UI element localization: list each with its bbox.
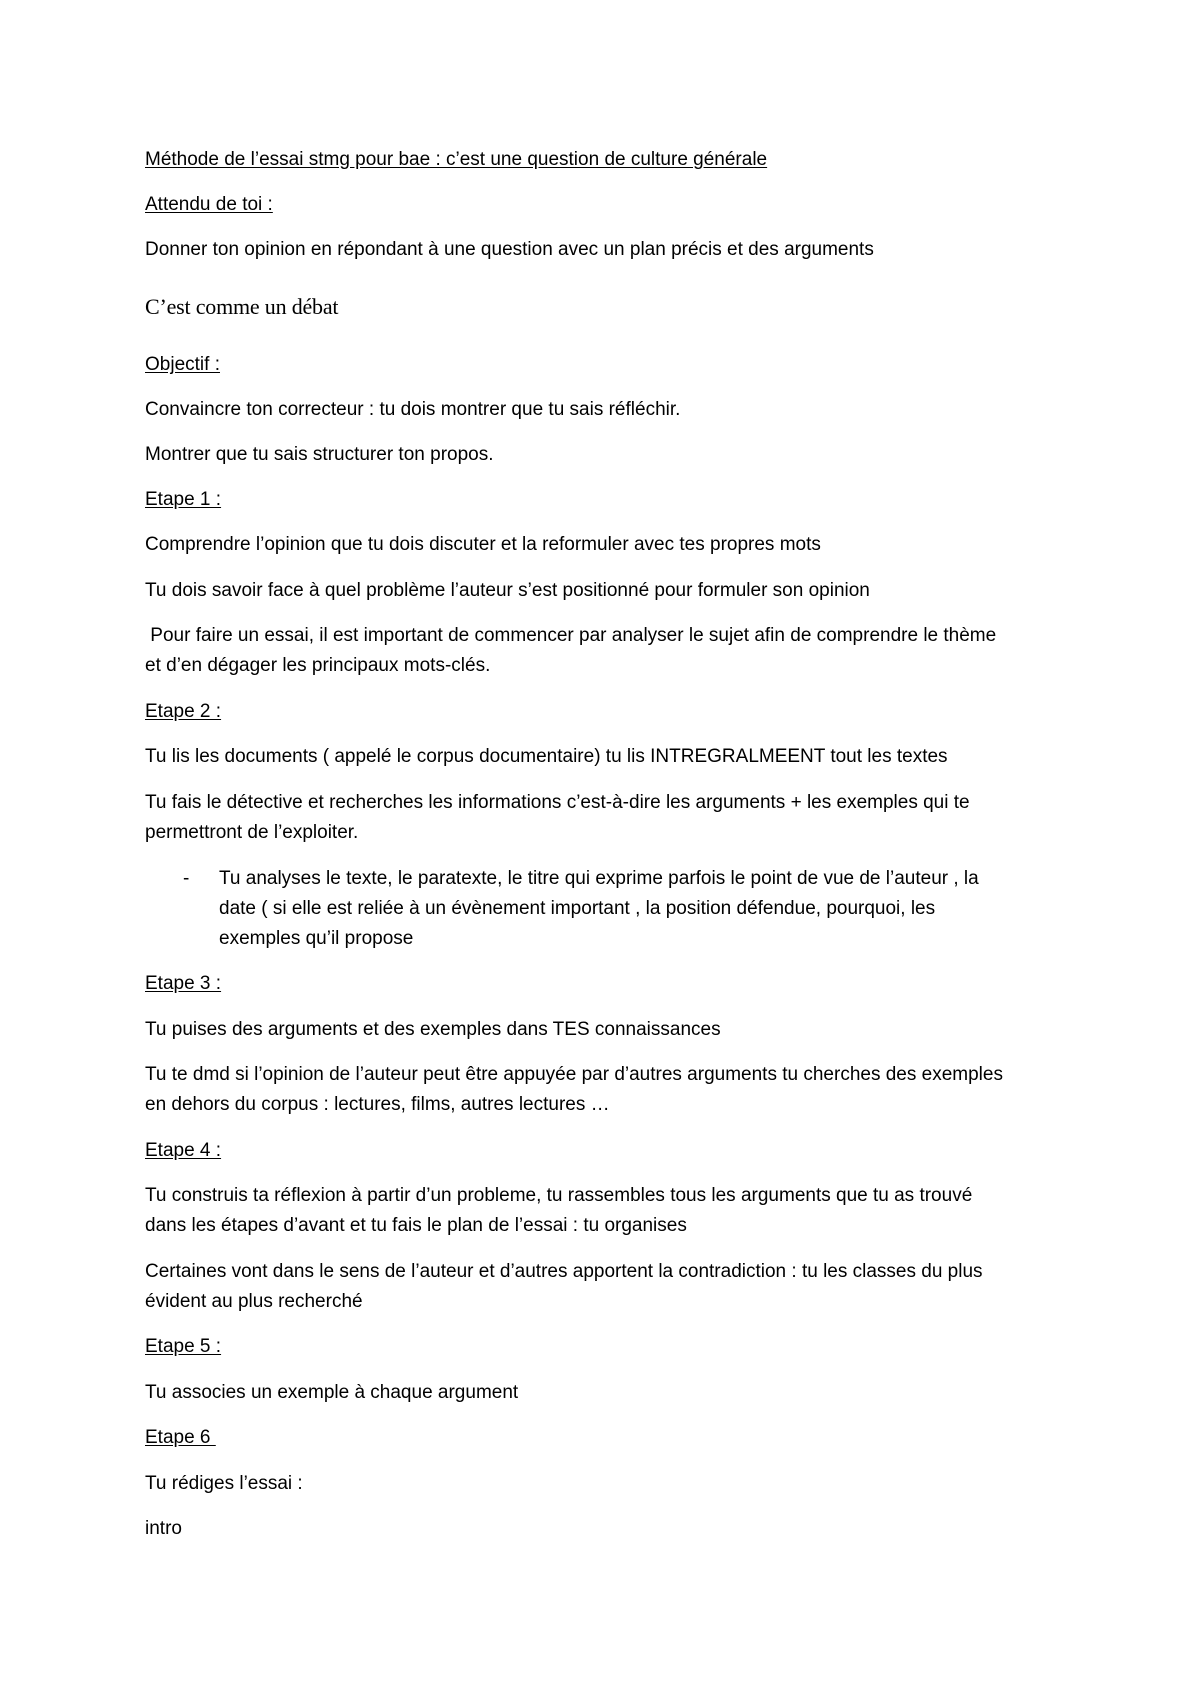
- etape5-line-1: Tu associes un exemple à chaque argument: [145, 1382, 519, 1403]
- attendu-heading: Attendu de toi :: [145, 194, 273, 215]
- etape4-paragraph2-line-2: évident au plus recherché: [145, 1291, 363, 1312]
- document-title: Méthode de l’essai stmg pour bae : c’est une question de culture générale: [145, 149, 768, 170]
- etape6-heading: Etape 6: [145, 1427, 216, 1448]
- etape1-line-1: Comprendre l’opinion que tu dois discuter et la reformuler avec tes propres mots: [145, 534, 821, 555]
- objectif-heading: Objectif :: [145, 354, 220, 375]
- etape4-heading: Etape 4 :: [145, 1140, 222, 1161]
- etape5-heading: Etape 5 :: [145, 1336, 222, 1357]
- etape1-paragraph-line-1: Pour faire un essai, il est important de commencer par analyser le sujet afin de comprendre le thème: [145, 625, 997, 646]
- objectif-line-1: Convaincre ton correcteur : tu dois montrer que tu sais réfléchir.: [145, 399, 681, 420]
- etape2-line-1: Tu lis les documents ( appelé le corpus documentaire) tu lis INTREGRALMEENT tout les textes: [145, 746, 948, 767]
- etape4-paragraph1-line-1: Tu construis ta réflexion à partir d’un probleme, tu rassembles tous les arguments que tu as trouvé: [145, 1185, 973, 1206]
- debat-line: C’est comme un débat: [145, 294, 339, 319]
- etape3-heading: Etape 3 :: [145, 973, 222, 994]
- etape2-heading: Etape 2 :: [145, 701, 222, 722]
- bullet-dash-icon: -: [183, 868, 190, 889]
- etape1-heading: Etape 1 :: [145, 489, 222, 510]
- etape3-paragraph-line-1: Tu te dmd si l’opinion de l’auteur peut être appuyée par d’autres arguments tu cherches des exemples: [145, 1064, 1003, 1085]
- etape6-line-1: Tu rédiges l’essai :: [145, 1473, 303, 1494]
- etape2-bullet-line-2: date ( si elle est reliée à un évènement important , la position défendue, pourquoi, les: [219, 898, 936, 919]
- etape3-line-1: Tu puises des arguments et des exemples dans TES connaissances: [145, 1019, 721, 1040]
- etape2-paragraph-line-1: Tu fais le détective et recherches les informations c’est-à-dire les arguments + les exemples qui te: [145, 792, 970, 813]
- etape4-paragraph1-line-2: dans les étapes d’avant et tu fais le plan de l’essai : tu organises: [145, 1215, 687, 1236]
- etape3-paragraph-line-2: en dehors du corpus : lectures, films, autres lectures …: [145, 1094, 610, 1115]
- attendu-text: Donner ton opinion en répondant à une question avec un plan précis et des arguments: [145, 239, 874, 260]
- objectif-line-2: Montrer que tu sais structurer ton propos.: [145, 444, 494, 465]
- etape4-paragraph2-line-1: Certaines vont dans le sens de l’auteur et d’autres apportent la contradiction : tu les classes du plus: [145, 1261, 983, 1282]
- etape6-line-2: intro: [145, 1518, 182, 1539]
- etape2-bullet-line-1: Tu analyses le texte, le paratexte, le titre qui exprime parfois le point de vue de l’auteur , la: [219, 868, 979, 889]
- etape2-bullet-line-3: exemples qu’il propose: [219, 928, 414, 949]
- etape1-line-2: Tu dois savoir face à quel problème l’auteur s’est positionné pour formuler son opinion: [145, 580, 870, 601]
- etape2-paragraph-line-2: permettront de l’exploiter.: [145, 822, 359, 843]
- etape1-paragraph-line-2: et d’en dégager les principaux mots-clés.: [145, 655, 491, 676]
